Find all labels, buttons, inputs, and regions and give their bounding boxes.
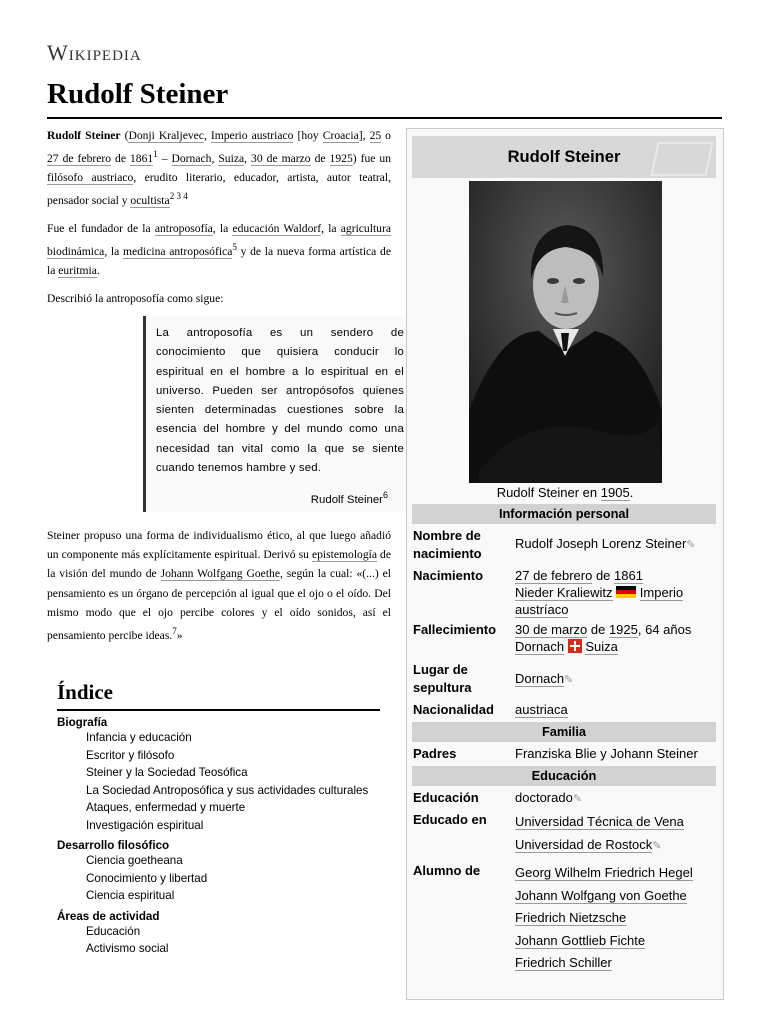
toc-item[interactable]: Investigación espiritual xyxy=(86,818,204,832)
link-medicina-antroposofica[interactable]: medicina antroposófica xyxy=(123,244,233,258)
intro-paragraph: Rudolf Steiner (Donji Kraljevec, Imperio austriaco [hoy Croacia], 25 o 27 de febrero de 1861$^1$ – Dornach, Suiza, 30 de marzo de 1925) fue un filósofo austriaco, erudito literario, educador, artista, autor teatral, pensador social y ocultista$^{2 3 4}$ xyxy=(47,129,392,207)
link-ocultista[interactable]: ocultista xyxy=(130,193,170,207)
link-dornach[interactable]: Dornach xyxy=(171,151,212,165)
link-donji-kraljevec[interactable]: Donji Kraljevec xyxy=(128,129,204,142)
infobox-title: Rudolf Steiner xyxy=(412,136,716,178)
ethics-paragraph: Steiner propuso una forma de individualismo ético, al que luego añadió un componente más explícitamente espiritual. Derivó su epistemología de la visión del mundo de Johann Wolfgang Goethe, según la cual: «(...) el pensamiento es un órgano de percepción al igual que el ojo o el oído. Del mismo modo que el ojo percibe colores y el oído sonidos, así el pensamiento percibe ideas.$^7$» xyxy=(47,529,391,642)
link-fall-anio[interactable]: 1925 xyxy=(608,622,638,637)
link-universidad-vena[interactable]: Universidad Técnica de Vena xyxy=(515,814,684,829)
link-1925[interactable]: 1925 xyxy=(329,151,353,165)
label-nacionalidad: Nacionalidad xyxy=(413,702,494,717)
photo-caption: Rudolf Steiner en 1905. xyxy=(496,485,634,500)
toc-section[interactable]: Desarrollo filosófico xyxy=(57,839,170,852)
page-title: Rudolf Steiner xyxy=(47,78,229,110)
value-nombre: Rudolf Joseph Lorenz Steiner✎ xyxy=(515,535,719,554)
ref-7[interactable]: 7 xyxy=(172,626,177,637)
link-suiza[interactable]: Suiza xyxy=(218,151,245,165)
article-body xyxy=(47,126,391,317)
toc-item[interactable]: La Sociedad Antroposófica y sus actividades culturales xyxy=(86,783,369,797)
blockquote xyxy=(143,316,408,512)
link-epistemologia[interactable]: epistemología xyxy=(311,548,378,562)
title-divider xyxy=(47,117,722,119)
link-27-febrero[interactable]: 27 de febrero xyxy=(47,151,112,165)
table-of-contents xyxy=(57,680,380,958)
link-nac-fecha[interactable]: 27 de febrero xyxy=(515,568,593,583)
flag-switzerland-icon xyxy=(568,639,582,653)
link-30-marzo[interactable]: 30 de marzo xyxy=(251,151,311,165)
link-educacion-waldorf[interactable]: educación Waldorf xyxy=(232,221,322,235)
wikipedia-logo[interactable]: Wikipedia xyxy=(47,40,142,65)
toc-item[interactable]: Conocimiento y libertad xyxy=(86,871,208,885)
book-icon xyxy=(650,142,713,176)
link-austriaca[interactable]: austriaca xyxy=(515,702,568,717)
founder-paragraph: Fue el fundador de la antroposofía, la educación Waldorf, la agricultura biodinámica, la medicina antroposófica$^5$ y de la nueva forma artística de la euritmia. xyxy=(47,221,391,277)
link-alumno-goethe[interactable]: Johann Wolfgang von Goethe xyxy=(515,887,687,903)
link-filosofo-austriaco[interactable]: filósofo austriaco xyxy=(47,170,134,184)
refs-2-3-4[interactable]: 2 3 4 xyxy=(169,190,188,201)
link-fall-fecha[interactable]: 30 de marzo xyxy=(515,622,588,637)
link-alumno-hegel[interactable]: Georg Wilhelm Friedrich Hegel xyxy=(515,865,693,880)
label-sepultura: Lugar de sepultura xyxy=(413,662,472,695)
link-euritmia[interactable]: euritmia xyxy=(58,263,97,277)
link-imperio-austriaco[interactable]: Imperio austriaco xyxy=(210,129,294,142)
value-padres: Franziska Blie y Johann Steiner xyxy=(515,746,698,761)
label-educacion: Educación xyxy=(413,790,479,805)
toc-item[interactable]: Educación xyxy=(86,924,141,938)
portrait-photo[interactable] xyxy=(469,181,662,483)
pencil-icon[interactable]: ✎ xyxy=(652,839,662,852)
quote-source: Rudolf Steiner$^6$ xyxy=(310,490,388,506)
label-educado-en: Educado en xyxy=(413,812,487,827)
quote-text: La antroposofía es un sendero de conocimiento que quisiera conducir lo espiritual en el hombre a lo espiritual en el universo. Pueden ser antropósofos quienes sienten determinadas cuestiones sobre la esencia del hombre y del mundo como una necesidad tan vital como la que se siente cuando tenemos hambre y sed. xyxy=(156,327,404,475)
link-nieder-kraliewitz[interactable]: Nieder Kraliewitz xyxy=(515,585,613,600)
value-alumno-de xyxy=(515,864,719,977)
link-nac-anio[interactable]: 1861 xyxy=(614,568,643,583)
toc-item[interactable]: Ciencia espiritual xyxy=(86,889,175,902)
link-imperio-austriaco-ib[interactable]: Imperio austríaco xyxy=(515,585,684,617)
section-informacion-personal: Información personal xyxy=(412,504,716,524)
describe-paragraph: Describió la antroposofía como sigue: xyxy=(47,291,224,305)
toc-title: Índice xyxy=(57,680,380,711)
link-fall-suiza[interactable]: Suiza xyxy=(585,639,618,654)
link-1861[interactable]: 1861 xyxy=(130,151,154,165)
toc-item[interactable]: Infancia y educación xyxy=(86,731,192,744)
section-educacion: Educación xyxy=(412,766,716,786)
pencil-icon[interactable]: ✎ xyxy=(564,674,574,686)
link-antroposofia[interactable]: antroposofía xyxy=(154,221,213,235)
link-universidad-rostock[interactable]: Universidad de Rostock xyxy=(515,836,653,852)
link-sepultura-dornach[interactable]: Dornach xyxy=(515,671,565,686)
link-alumno-schiller[interactable]: Friedrich Schiller xyxy=(515,955,612,970)
link-goethe[interactable]: Johann Wolfgang Goethe xyxy=(160,567,280,581)
value-nacionalidad xyxy=(515,701,719,718)
link-croacia[interactable]: Croacia xyxy=(322,129,359,142)
ref-1[interactable]: 1 xyxy=(153,149,158,159)
toc-item[interactable]: Activismo social xyxy=(86,942,169,955)
label-fallecimiento: Fallecimiento xyxy=(413,622,497,637)
toc-item[interactable]: Ataques, enfermedad y muerte xyxy=(86,801,246,814)
link-fall-dornach[interactable]: Dornach xyxy=(515,639,565,654)
pencil-icon[interactable]: ✎ xyxy=(572,793,583,805)
toc-section[interactable]: Biografía xyxy=(57,716,108,729)
toc-section[interactable]: Áreas de actividad xyxy=(57,909,160,923)
value-educado-en xyxy=(515,811,719,857)
value-nacimiento: 27 de febrero de 1861 Nieder Kraliewitz Imperio austríaco xyxy=(515,568,684,617)
link-agricultura-biodinamica[interactable]: agricultura biodinámica xyxy=(47,221,391,258)
toc-item[interactable]: Ciencia goetheana xyxy=(86,854,183,867)
subject-name: Rudolf Steiner xyxy=(47,129,121,142)
ref-5[interactable]: 5 xyxy=(232,241,237,252)
link-1905[interactable]: 1905 xyxy=(600,485,630,500)
toc-item[interactable]: Steiner y la Sociedad Teosófica xyxy=(86,766,248,779)
ref-6[interactable]: 6 xyxy=(382,490,388,500)
infobox xyxy=(406,128,724,1000)
toc-item[interactable]: Escritor y filósofo xyxy=(86,748,175,762)
value-fallecimiento: 30 de marzo de 1925, 64 años Dornach Suiza xyxy=(515,622,692,654)
value-educacion: doctorado✎ xyxy=(515,789,719,808)
value-sepultura xyxy=(515,670,719,689)
section-familia: Familia xyxy=(412,722,716,742)
label-nacimiento: Nacimiento xyxy=(413,568,484,583)
flag-germany-icon xyxy=(616,586,636,598)
label-nombre: Nombre de nacimiento xyxy=(413,528,482,561)
link-alumno-nietzsche[interactable]: Friedrich Nietzsche xyxy=(515,910,627,925)
label-alumno-de: Alumno de xyxy=(413,863,481,878)
label-padres: Padres xyxy=(413,746,457,761)
link-alumno-fichte[interactable]: Johann Gottlieb Fichte xyxy=(515,932,646,948)
link-25[interactable]: 25 xyxy=(369,129,382,142)
pencil-icon[interactable]: ✎ xyxy=(686,539,696,551)
